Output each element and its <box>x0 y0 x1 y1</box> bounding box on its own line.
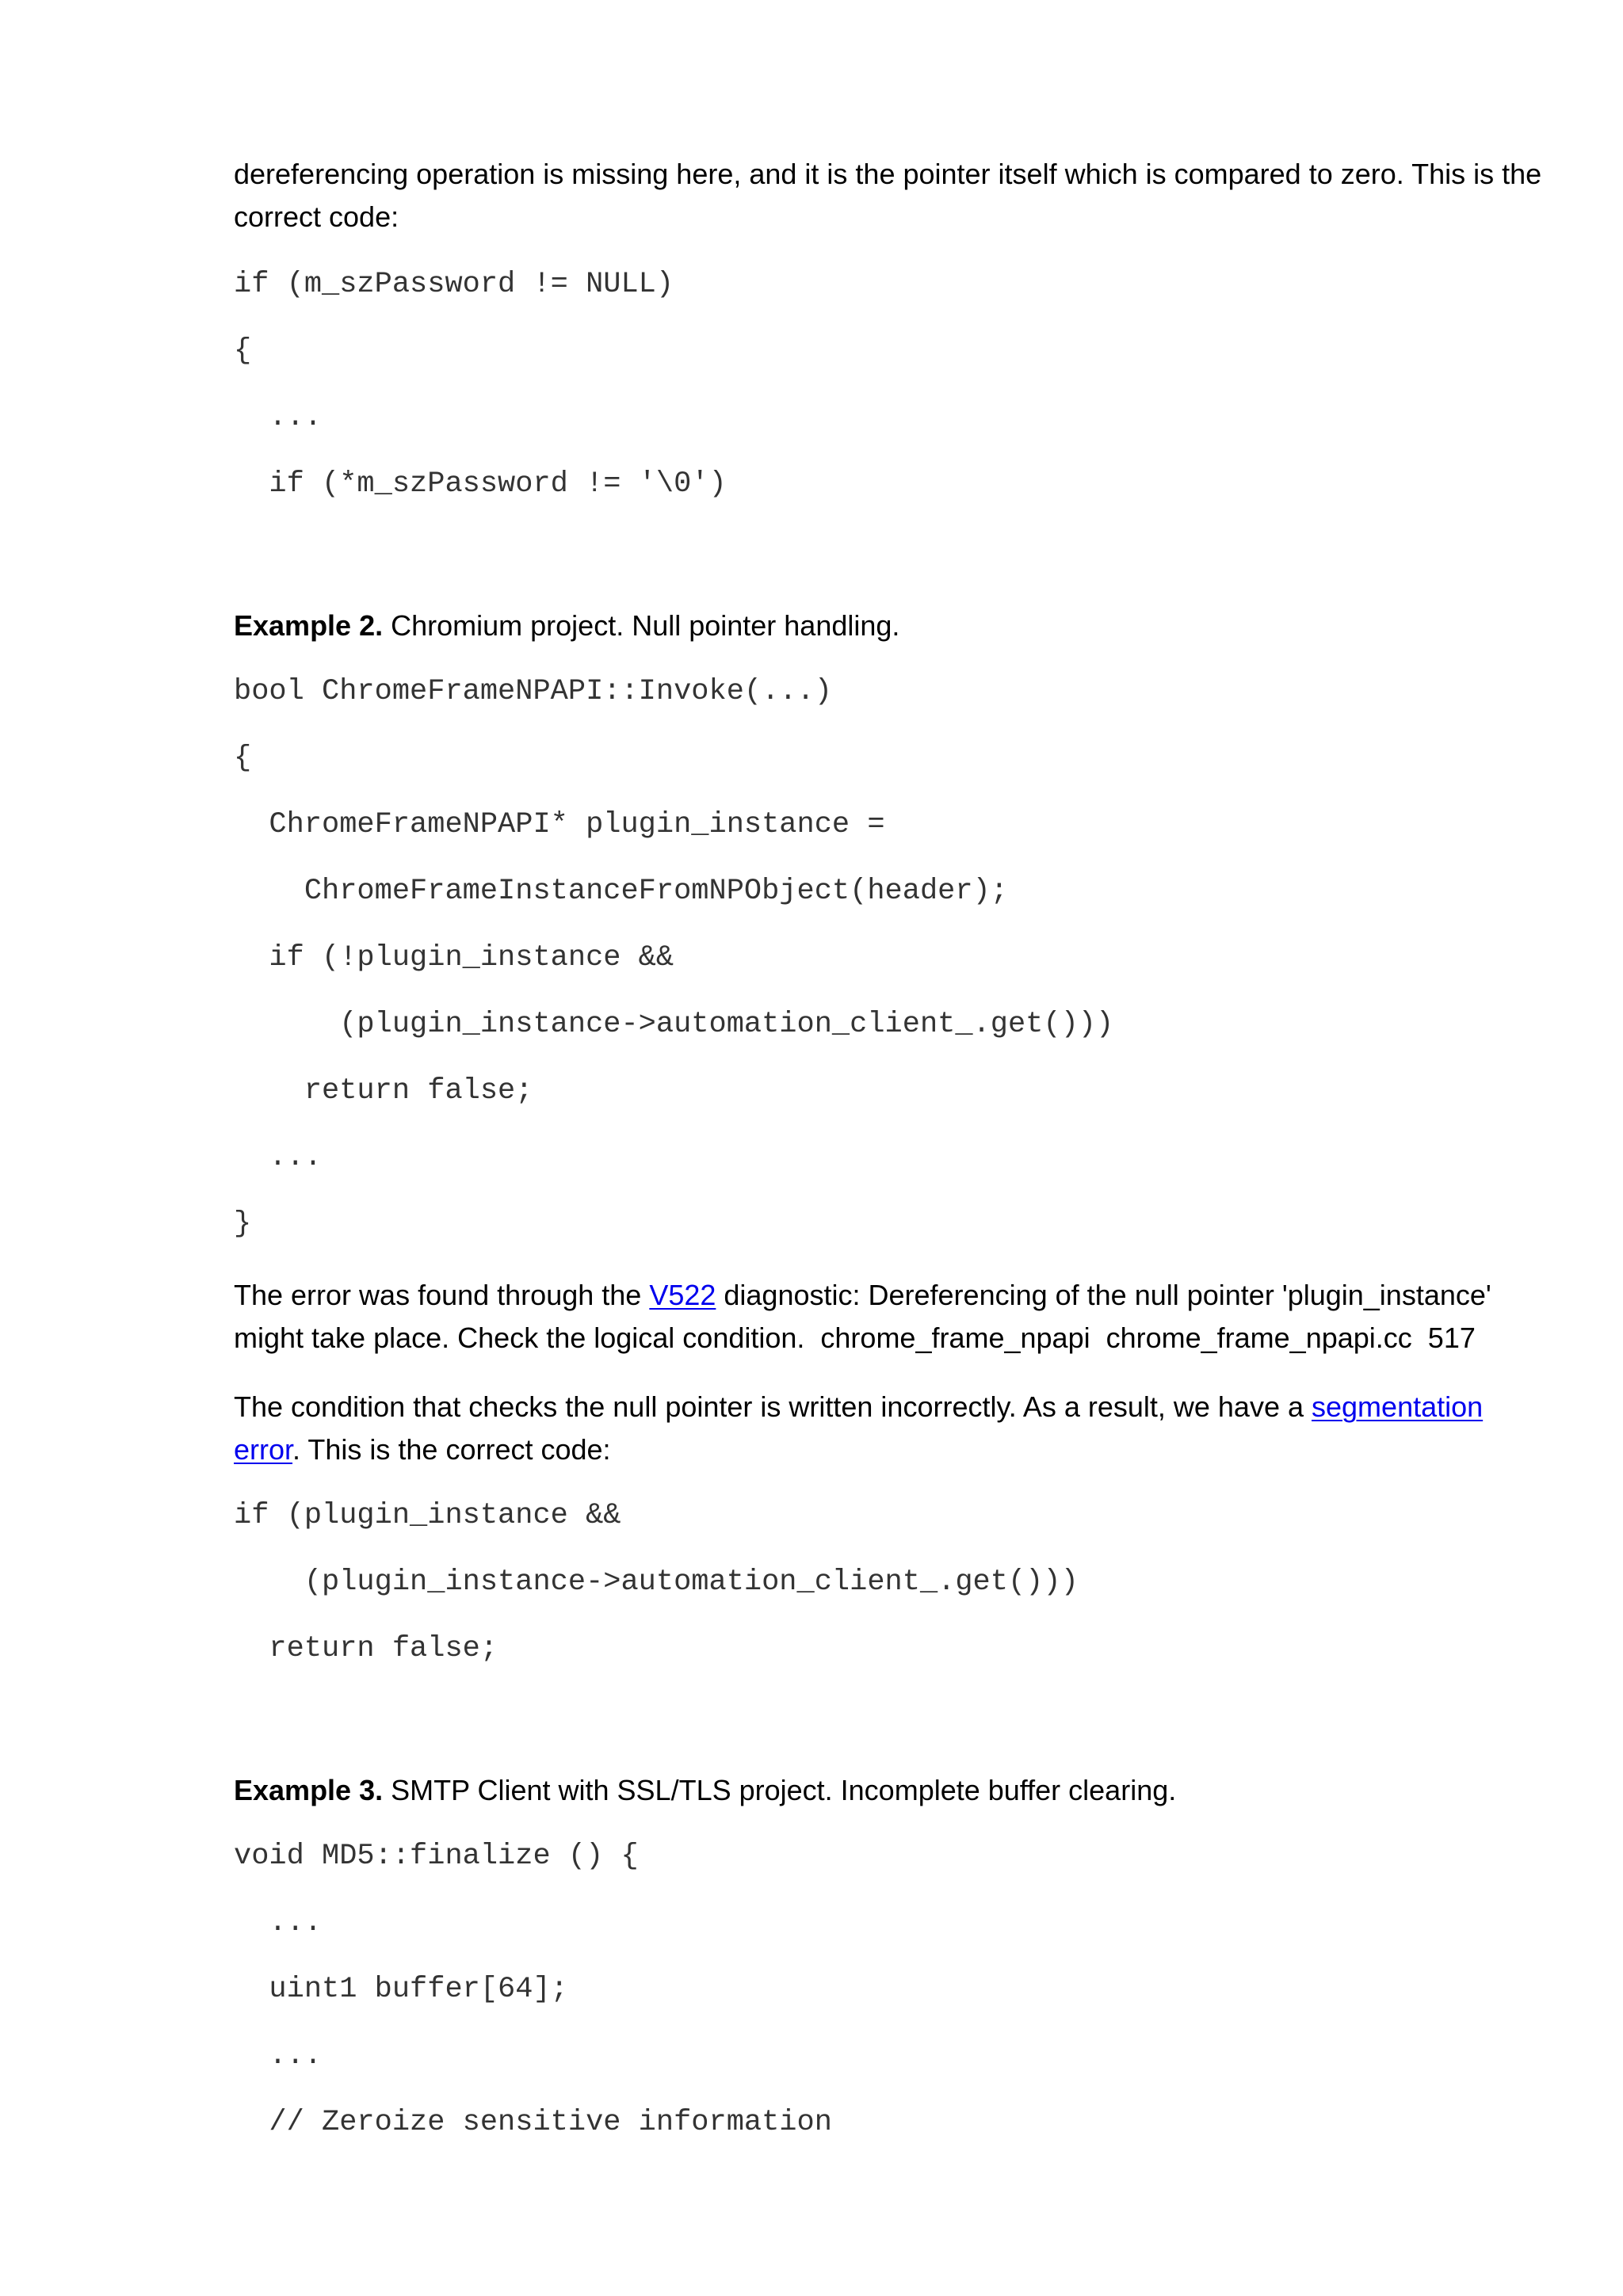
v522-paragraph-line-1 <box>234 1274 1491 1317</box>
code-line: if (plugin_instance && <box>234 1499 621 1532</box>
code-line: (plugin_instance->automation_client_.get())) <box>234 1008 1114 1041</box>
code-line: ... <box>234 1906 323 1939</box>
code-line: } <box>234 1207 252 1241</box>
intro-paragraph-line-2: correct code: <box>234 200 399 233</box>
v522-text-after: diagnostic: Dereferencing of the null pointer 'plugin_instance' <box>716 1279 1491 1311</box>
intro-paragraph-line-1: dereferencing operation is missing here, and it is the pointer itself which is compared to zero. This is the <box>234 158 1542 190</box>
segmentation-paragraph-line-1 <box>234 1386 1483 1428</box>
segmentation-text-after: . This is the correct code: <box>292 1433 611 1466</box>
code-line: // Zeroize sensitive information <box>234 2106 832 2139</box>
code-line: return false; <box>234 1632 498 1665</box>
code-line: { <box>234 334 252 368</box>
code-line: ... <box>234 2039 323 2073</box>
code-line: (plugin_instance->automation_client_.get())) <box>234 1566 1079 1599</box>
code-line: { <box>234 742 252 775</box>
example-2-title: Chromium project. Null pointer handling. <box>383 609 900 642</box>
code-line: ... <box>234 401 323 434</box>
v522-paragraph-line-2: might take place. Check the logical condition. chrome_frame_npapi chrome_frame_npapi.cc 517 <box>234 1322 1476 1354</box>
code-line: if (m_szPassword != NULL) <box>234 268 674 301</box>
example-3-title: SMTP Client with SSL/TLS project. Incomplete buffer clearing. <box>383 1774 1177 1806</box>
example-2-heading <box>234 605 899 647</box>
code-line: void MD5::finalize () { <box>234 1840 639 1873</box>
code-line: uint1 buffer[64]; <box>234 1973 568 2006</box>
code-line: ChromeFrameNPAPI* plugin_instance = <box>234 808 885 841</box>
example-2-label: Example 2. <box>234 609 384 642</box>
code-line: ... <box>234 1141 323 1174</box>
segmentation-paragraph-line-2 <box>234 1428 611 1471</box>
code-line: if (*m_szPassword != '\0') <box>234 467 727 501</box>
code-line: ChromeFrameInstanceFromNPObject(header); <box>234 875 1008 908</box>
segmentation-error-link[interactable]: segmentation <box>1312 1390 1484 1423</box>
v522-text-before: The error was found through the <box>234 1279 650 1311</box>
code-line: return false; <box>234 1074 533 1108</box>
example-3-heading <box>234 1769 1176 1812</box>
example-3-label: Example 3. <box>234 1774 384 1806</box>
segmentation-text-before: The condition that checks the null pointer is written incorrectly. As a result, we have a <box>234 1390 1312 1423</box>
code-line: if (!plugin_instance && <box>234 941 674 974</box>
segmentation-error-link-continued[interactable]: error <box>234 1433 293 1466</box>
code-line: bool ChromeFrameNPAPI::Invoke(...) <box>234 675 832 708</box>
v522-link[interactable]: V522 <box>649 1279 716 1311</box>
